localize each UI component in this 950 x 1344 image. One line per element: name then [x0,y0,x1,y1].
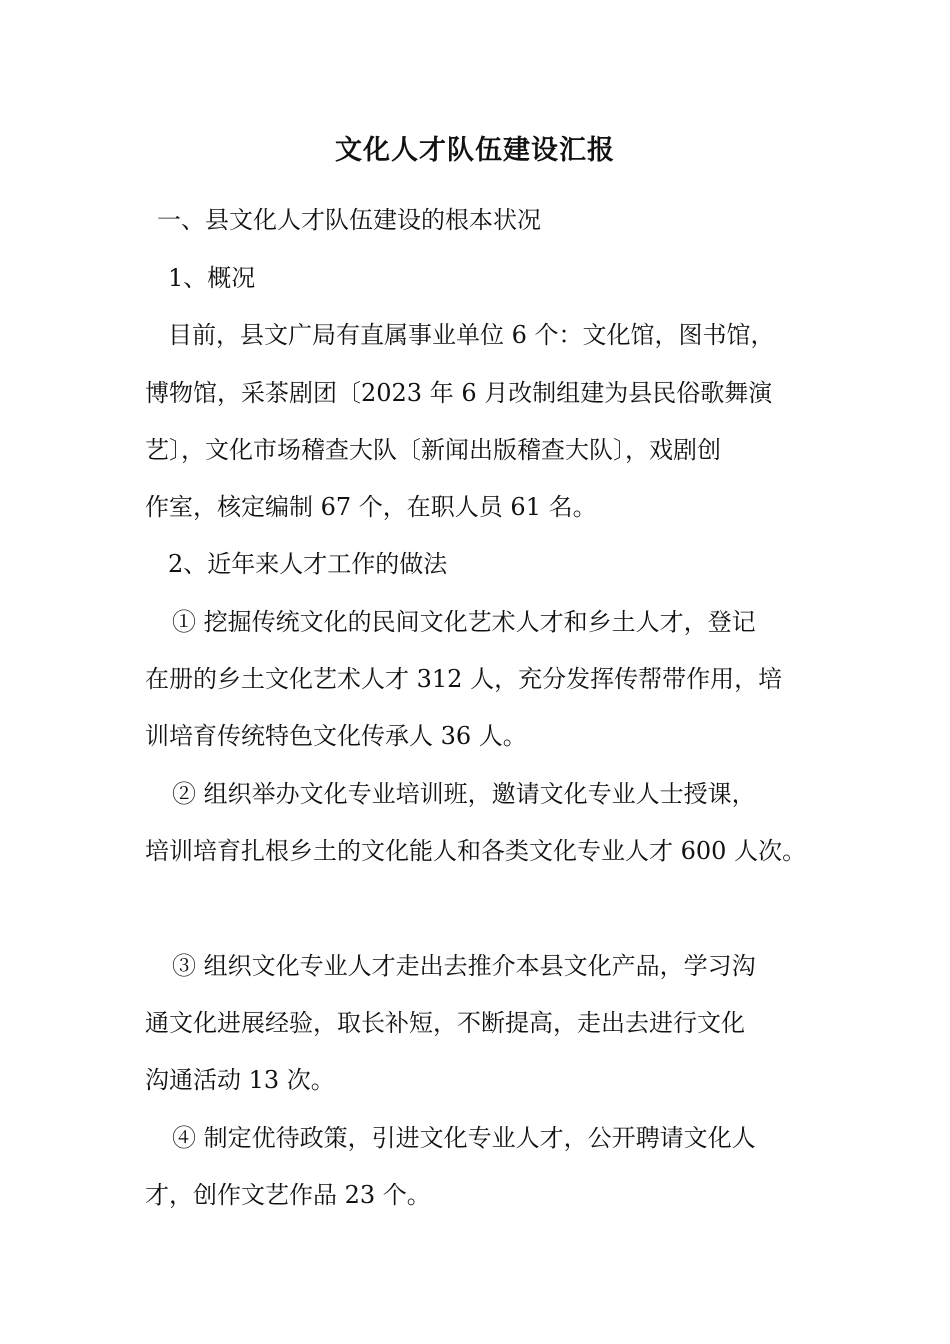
paragraph-line: 培训培育扎根乡土的文化能人和各类文化专业人才 600 人次。 [145,837,807,865]
paragraph-line: 作室，核定编制 67 个，在职人员 61 名。 [145,493,597,521]
paragraph-line: 沟通活动 13 次。 [145,1066,335,1094]
paragraph-line: 博物馆，采茶剧团〔2023 年 6 月改制组建为县民俗歌舞演 [145,379,773,407]
subsection-heading-2: 2、近年来人才工作的做法 [168,550,448,578]
document-title: 文化人才队伍建设汇报 [335,135,615,166]
subsection-heading-1: 1、概况 [168,264,256,292]
paragraph-line: 训培育传统特色文化传承人 36 人。 [145,722,527,750]
section-heading-1: 一、县文化人才队伍建设的根本状况 [157,206,541,234]
paragraph-line: 在册的乡土文化艺术人才 312 人，充分发挥传帮带作用，培 [145,665,783,693]
paragraph-line: 通文化进展经验，取长补短，不断提高，走出去进行文化 [145,1009,745,1037]
paragraph-line: ② 组织举办文化专业培训班，邀请文化专业人士授课， [172,780,756,808]
paragraph-line: 艺〕，文化市场稽查大队〔新闻出版稽查大队〕，戏剧创 [145,436,721,464]
paragraph-line: 目前，县文广局有直属事业单位 6 个：文化馆，图书馆， [168,321,775,349]
paragraph-line: ① 挖掘传统文化的民间文化艺术人才和乡土人才，登记 [172,608,756,636]
paragraph-line: 才，创作文艺作品 23 个。 [145,1181,431,1209]
paragraph-line: ④ 制定优待政策，引进文化专业人才，公开聘请文化人 [172,1124,756,1152]
paragraph-line: ③ 组织文化专业人才走出去推介本县文化产品，学习沟 [172,952,756,980]
